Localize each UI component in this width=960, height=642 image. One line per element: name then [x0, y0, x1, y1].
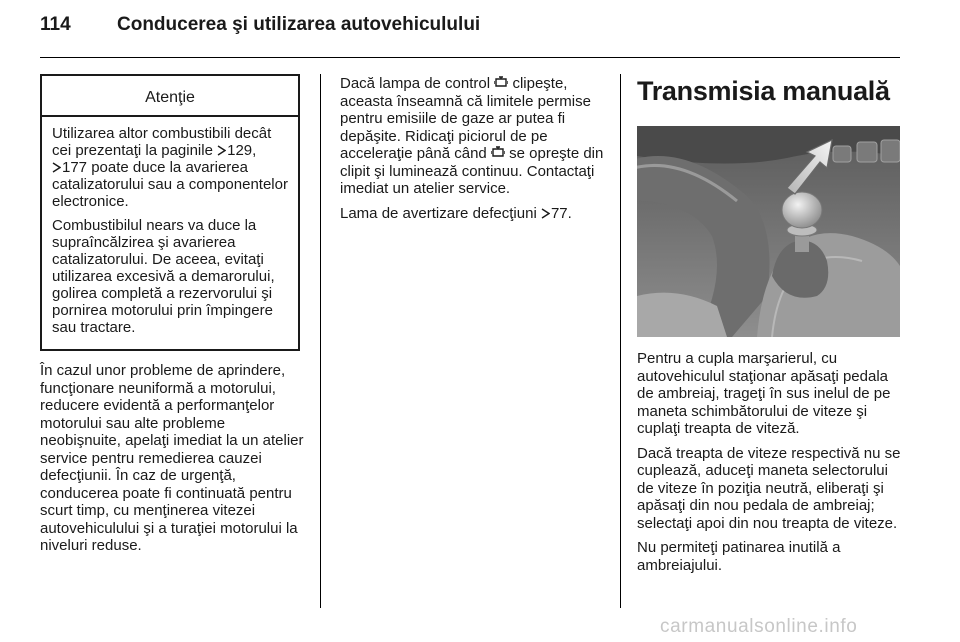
engine-warning-lamp-icon [494, 76, 508, 89]
warning-title: Atenţie [42, 76, 298, 117]
paragraph: Pentru a cupla marşarierul, cu autovehiculul staţionar apăsaţi pedala de ambreiaj, trageţi în sus inelul de pe maneta schimbătorului de viteze şi cuplaţi treapta de viteză. [637, 350, 891, 437]
paragraph-text: se opreşte din clipit şi luminează continuu. Contactaţi imediat un atelier service. [340, 145, 604, 197]
page-reference-link[interactable]: 77. [550, 204, 572, 222]
paragraph [340, 75, 608, 198]
page-reference-icon [541, 208, 550, 219]
paragraph: Nu permiteţi patinarea inutilă a ambreiajului. [637, 539, 841, 574]
paragraph [340, 205, 608, 223]
warning-body [42, 117, 298, 336]
gear-shift-illustration [637, 126, 900, 337]
page-reference-icon [52, 162, 61, 173]
column-1-text [40, 362, 308, 562]
chapter-title: Conducerea şi utilizarea autovehiculului [117, 14, 481, 35]
warning-paragraph [52, 125, 288, 210]
page-number: 114 [40, 14, 71, 35]
page-reference-icon [217, 145, 226, 156]
page-reference-link[interactable]: 129, [227, 142, 257, 159]
watermark: carmanualsonline.info [660, 616, 858, 637]
engine-warning-lamp-icon [491, 146, 505, 159]
warning-box [40, 74, 300, 351]
column-divider [620, 74, 621, 608]
column-2-text [340, 75, 608, 229]
paragraph: În cazul unor probleme de aprindere, funcţionare neuniformă a motorului, reducere evidentă a performanţelor motorului sau alte probleme neobişnuite, apelaţi imediat la un atelier service pentru remedierea cauzei defecţiunii. În caz de urgenţă, conducerea poate fi continuată pentru scurt timp, cu menţinerea vitezei autovehiculului şi a turaţiei motorului la niveluri reduse. [40, 362, 304, 554]
warning-text: Utilizarea altor combustibili decât cei prezentaţi la paginile [52, 125, 272, 159]
paragraph-text: clipeşte, aceasta înseamnă că limitele permise pentru emisiile de gaze ar putea fi depăşite. Ridicaţi piciorul de pe acceleraţie până când [340, 75, 591, 162]
section-title: Transmisia manuală [637, 76, 890, 106]
column-3-text [637, 350, 905, 581]
paragraph: Dacă treapta de viteze respectivă nu se cuplează, aduceţi maneta selectorului de viteze în poziţia neutră, eliberaţi şi apăsaţi din nou pedala de ambreiaj; selectaţi apoi din nou treapta de viteze. [637, 444, 901, 532]
paragraph-text: Dacă lampa de control [340, 75, 491, 92]
page-reference-link[interactable]: 177 [62, 159, 88, 176]
paragraph-text: Lama de avertizare defecţiuni [340, 204, 537, 222]
column-divider [320, 74, 321, 608]
warning-text: poate duce la avarierea catalizatorului sau a componentelor electronice. [52, 159, 288, 210]
header-rule [40, 57, 900, 58]
warning-paragraph: Combustibilul nears va duce la supraîncălzirea şi avarierea catalizatorului. De aceea, evitaţi utilizarea excesivă a demarorului, golirea completă a rezervorului şi pornirea motorului prin împingere sau tractare. [52, 217, 275, 336]
